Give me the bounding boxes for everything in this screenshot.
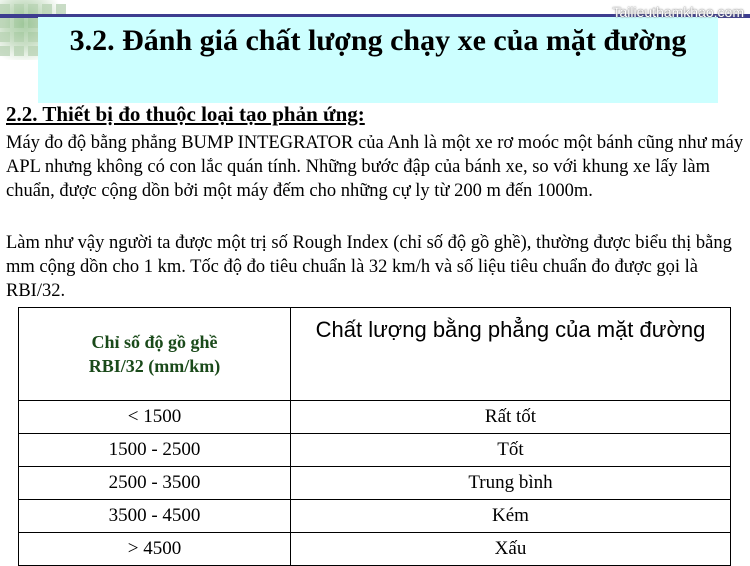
table-row xyxy=(19,500,731,533)
table-row xyxy=(19,434,731,467)
section-heading: 2.2. Thiết bị đo thuộc loại tạo phản ứng: xyxy=(6,102,365,126)
rbi-cell: 1500 - 2500 xyxy=(19,434,291,467)
watermark-text: Tailieuthamkhao.com xyxy=(612,4,744,20)
table-header-row xyxy=(19,308,731,401)
table-row xyxy=(19,533,731,566)
quality-cell: Tốt xyxy=(291,434,731,467)
rbi-cell: 3500 - 4500 xyxy=(19,500,291,533)
quality-cell: Trung bình xyxy=(291,467,731,500)
rbi-cell: 2500 - 3500 xyxy=(19,467,291,500)
rbi-cell: > 4500 xyxy=(19,533,291,566)
quality-cell: Kém xyxy=(291,500,731,533)
slide-title: 3.2. Đánh giá chất lượng chạy xe của mặt đường xyxy=(69,24,687,57)
rbi-cell: < 1500 xyxy=(19,401,291,434)
table-row xyxy=(19,401,731,434)
header-cell-rbi xyxy=(19,308,291,401)
paragraph-1: Máy đo độ bằng phẳng BUMP INTEGRATOR của Anh là một xe rơ moóc một bánh cũng như máy APL nhưng không có con lắc quán tính. Những bước đập của bánh xe, so với khung xe lấy làm chuẩn, được cộng dồn bởi một máy đếm cho những cự ly từ 200 m đến 1000m. xyxy=(6,133,744,201)
header-rbi-line1: Chỉ số độ gồ ghề xyxy=(91,332,218,352)
table-row xyxy=(19,467,731,500)
header-cell-quality: Chất lượng bằng phẳng của mặt đường xyxy=(291,308,731,401)
rbi-table xyxy=(18,307,731,566)
quality-cell: Rất tốt xyxy=(291,401,731,434)
quality-cell: Xấu xyxy=(291,533,731,566)
paragraph-2: Làm như vậy người ta được một trị số Rough Index (chỉ số độ gồ ghề), thường được biểu thị bằng mm cộng dồn cho 1 km. Tốc độ đo tiêu chuẩn là 32 km/h và số liệu tiêu chuẩn đo được gọi là RBI/32. xyxy=(6,233,732,301)
header-rbi-line2: RBI/32 (mm/km) xyxy=(88,356,221,376)
